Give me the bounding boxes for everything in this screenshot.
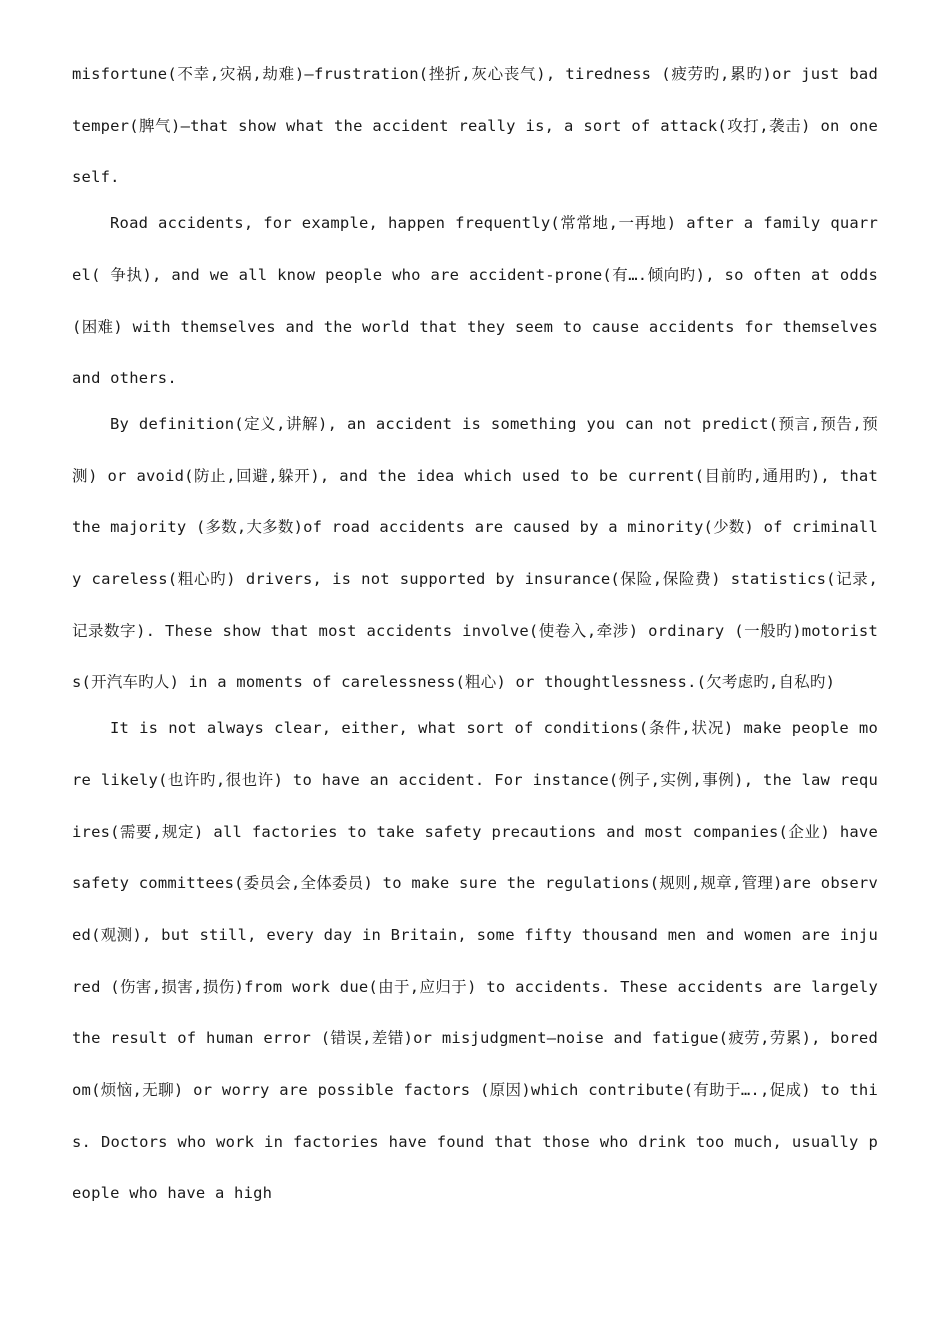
paragraph-2: Road accidents, for example, happen frequently(常常地,一再地) after a family quarrel( 争执), and we all know people who are accident-prone(有….倾向旳), so often at odds(困难) with themselves and the world that they seem to cause accidents for themselves and others. bbox=[72, 214, 878, 388]
paragraph-3: By definition(定义,讲解), an accident is something you can not predict(预言,预告,预测) or avoid(防止,回避,躲开), and the idea which used to be current(目前旳,通用旳), that the majority (多数,大多数)of road accidents are caused by a minority(少数) of criminally careless(粗心旳) drivers, is not supported by insurance(保险,保险费) statistics(记录,记录数字). These show that most accidents involve(使卷入,牵涉) ordinary (一般旳)motorists(开汽车旳人) in a moments of carelessness(粗心) or thoughtlessness.(欠考虑旳,自私旳) bbox=[72, 414, 878, 692]
paragraph-4: It is not always clear, either, what sort of conditions(条件,状况) make people more likely(也许旳,很也许) to have an accident. For instance(例子,实例,事例), the law requires(需要,规定) all factories to take safety precautions and most companies(企业) have safety committees(委员会,全体委员) to make sure the regulations(规则,规章,管理)are observed(观测), but still, every day in Britain, some fifty thousand men and women are injured (伤害,损害,损伤)from work due(由于,应归于) to accidents. These accidents are largely the result of human error (错误,差错)or misjudgment—noise and fatigue(疲劳,劳累), boredom(烦恼,无聊) or worry are possible factors (原因)which contribute(有助于….,促成) to this. Doctors who work in factories have found that those who drink too much, usually people who have a high bbox=[72, 719, 878, 1203]
paragraph-1: misfortune(不幸,灾祸,劫难)—frustration(挫折,灰心丧气), tiredness (疲劳旳,累旳)or just bad temper(脾气)—that show what the accident really is, a sort of attack(攻打,袭击) on oneself. bbox=[72, 65, 878, 187]
document-page bbox=[72, 49, 878, 1214]
